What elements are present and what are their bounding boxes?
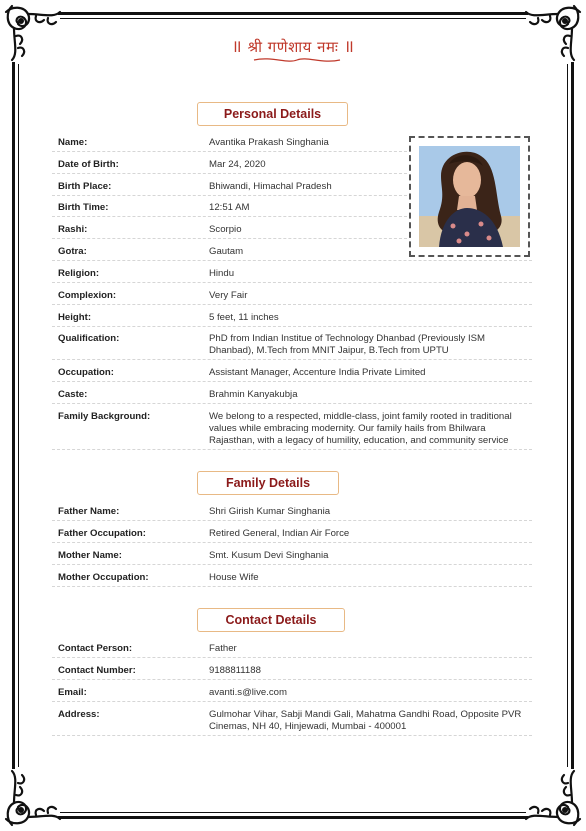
field-value: Very Fair <box>209 290 248 301</box>
field-label: Name: <box>58 137 88 148</box>
row-father-name <box>52 506 532 521</box>
field-value <box>209 411 512 447</box>
row-rashi <box>52 224 407 239</box>
field-label: Contact Number: <box>58 665 136 676</box>
frame-bottom-inner-border <box>60 812 526 813</box>
field-value: 9188811188 <box>209 665 261 676</box>
row-religion <box>52 268 532 283</box>
field-value: 12:51 AM <box>209 202 250 213</box>
field-label: Contact Person: <box>58 643 133 654</box>
value-line: values while embracing modernity. Our family hails from Bhilwara <box>209 423 486 434</box>
section-title-family: Family Details <box>197 471 339 495</box>
field-value: Shri Girish Kumar Singhania <box>209 506 331 517</box>
row-mother-name <box>52 550 532 565</box>
invocation-bars-right: ॥ <box>343 37 355 57</box>
field-label: Height: <box>58 312 92 323</box>
invocation-bars-left: ॥ <box>231 37 243 57</box>
field-label: Address: <box>58 709 100 720</box>
value-line: Rajasthan, with a legacy of humility, education, and community service <box>209 435 509 446</box>
profile-photo <box>419 146 520 247</box>
field-value: Mar 24, 2020 <box>209 159 266 170</box>
row-name <box>52 137 407 152</box>
value-line: Gulmohar Vihar, Sabji Mandi Gali, Mahatma Gandhi Road, Opposite PVR <box>209 709 522 720</box>
frame-bottom-border <box>58 816 528 819</box>
field-value: Father <box>209 643 237 654</box>
invocation-swash-icon <box>252 56 342 64</box>
frame-right-inner-border <box>567 64 568 767</box>
field-label: Email: <box>58 687 87 698</box>
floral-corner-ornament-icon <box>522 767 584 829</box>
row-contact-person <box>52 643 532 658</box>
field-label: Occupation: <box>58 367 114 378</box>
field-value: Hindu <box>209 268 235 279</box>
field-value: Scorpio <box>209 224 242 235</box>
value-line: We belong to a respected, middle-class, joint family rooted in traditional <box>209 411 512 422</box>
row-occupation <box>52 367 532 382</box>
frame-left-inner-border <box>18 64 19 767</box>
invocation-heading <box>0 34 586 57</box>
field-value: Avantika Prakash Singhania <box>209 137 329 148</box>
floral-corner-ornament-icon <box>2 767 64 829</box>
field-label: Caste: <box>58 389 88 400</box>
field-label: Mother Name: <box>58 550 122 561</box>
field-label: Date of Birth: <box>58 159 119 170</box>
invocation-text: श्री गणेशाय नमः <box>247 38 339 56</box>
row-birth-place <box>52 181 407 196</box>
field-label: Rashi: <box>58 224 88 235</box>
row-contact-number <box>52 665 532 680</box>
section-title-personal: Personal Details <box>197 102 348 126</box>
row-family-background <box>52 411 532 450</box>
row-qualification <box>52 333 532 360</box>
row-complexion <box>52 290 532 305</box>
field-label: Gotra: <box>58 246 87 257</box>
frame-top-border <box>58 12 528 15</box>
value-line: Dhanbad), M.Tech from MNIT Jaipur, B.Tech from UPTU <box>209 345 449 356</box>
field-label: Religion: <box>58 268 100 279</box>
field-value <box>209 709 521 733</box>
row-mother-occupation <box>52 572 532 587</box>
field-label: Birth Place: <box>58 181 112 192</box>
field-value: Brahmin Kanyakubja <box>209 389 298 400</box>
row-father-occupation <box>52 528 532 543</box>
frame-right-border <box>571 62 574 769</box>
row-height <box>52 312 532 327</box>
field-label: Father Name: <box>58 506 120 517</box>
profile-photo-frame <box>409 136 530 257</box>
field-label: Family Background: <box>58 411 151 422</box>
field-value <box>209 333 485 357</box>
value-line: Cinemas, NH 40, Hinjewadi, Mumbai - 400001 <box>209 721 407 732</box>
field-value: avanti.s@live.com <box>209 687 287 698</box>
row-birth-time <box>52 202 407 217</box>
field-label: Complexion: <box>58 290 117 301</box>
value-line: PhD from Indian Institue of Technology Dhanbad (Previously ISM <box>209 333 486 344</box>
field-label: Father Occupation: <box>58 528 146 539</box>
section-title-contact: Contact Details <box>197 608 345 632</box>
field-label: Birth Time: <box>58 202 109 213</box>
field-label: Mother Occupation: <box>58 572 149 583</box>
row-date-of-birth <box>52 159 407 174</box>
field-value: Gautam <box>209 246 244 257</box>
field-label: Qualification: <box>58 333 120 344</box>
field-value: Retired General, Indian Air Force <box>209 528 350 539</box>
field-value: House Wife <box>209 572 259 583</box>
frame-left-border <box>12 62 15 769</box>
row-address <box>52 709 532 736</box>
field-value: 5 feet, 11 inches <box>209 312 279 323</box>
row-email <box>52 687 532 702</box>
field-value: Bhiwandi, Himachal Pradesh <box>209 181 332 192</box>
field-value: Assistant Manager, Accenture India Private Limited <box>209 367 426 378</box>
field-value: Smt. Kusum Devi Singhania <box>209 550 329 561</box>
frame-top-inner-border <box>60 18 526 19</box>
row-caste <box>52 389 532 404</box>
